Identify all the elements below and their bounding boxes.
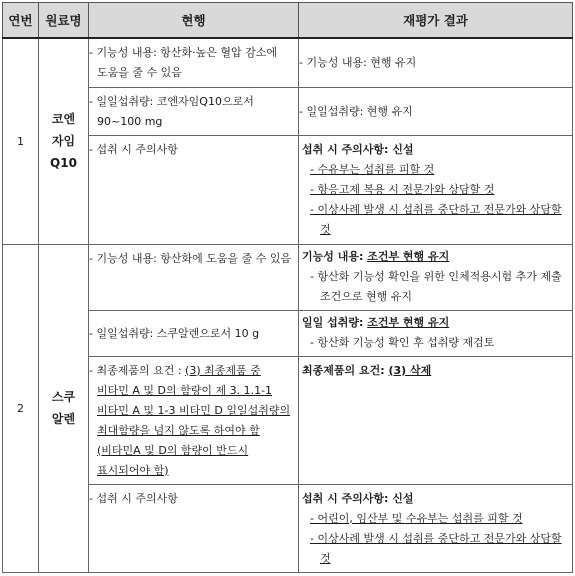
- current-text: - 섭취 시 주의사항: [89, 491, 178, 505]
- result-text: - 기능성 내용: 현행 유지: [299, 56, 417, 70]
- result-cell: [299, 484, 573, 572]
- row-number: 2: [3, 244, 39, 572]
- result-list-item: - 이상사례 발생 시 섭취를 중단하고 전문가와 상담할 것: [310, 202, 562, 236]
- reevaluation-table: [2, 2, 573, 573]
- current-cell: [89, 310, 299, 356]
- current-cell: [89, 135, 299, 244]
- current-text: - 기능성 내용: 항산화·높은 혈압 감소에 도움을 줄 수 있음: [89, 46, 278, 79]
- current-cell: [89, 484, 299, 572]
- result-label: 기능성 내용:: [302, 249, 368, 263]
- current-cell: [89, 87, 299, 135]
- current-text: - 섭취 시 주의사항: [89, 142, 178, 156]
- result-cell: [299, 87, 573, 135]
- ingredient-name-line: Q10: [50, 156, 77, 171]
- header-no: 연번: [3, 3, 39, 39]
- table-row: [3, 135, 573, 244]
- current-cell: [89, 244, 299, 310]
- result-list-item: - 항응고제 복용 시 전문가와 상담할 것: [310, 182, 495, 196]
- result-cell: [299, 244, 573, 310]
- result-cell: [299, 356, 573, 484]
- current-text: - 일일섭취량: 스쿠알렌으로서 10 g: [89, 326, 260, 340]
- table-row: [3, 310, 573, 356]
- header-row: [3, 3, 573, 39]
- result-value: 조건부 현행 유지: [367, 249, 450, 263]
- result-cell: [299, 38, 573, 87]
- header-current: 현행: [89, 3, 299, 39]
- ingredient-name-line: 스쿠: [51, 390, 76, 404]
- result-text: - 일일섭취량: 현행 유지: [299, 104, 413, 118]
- row-number: 1: [3, 38, 39, 244]
- current-cell: [89, 356, 299, 484]
- result-value: 조건부 현행 유지: [367, 315, 450, 329]
- ingredient-name: [39, 38, 89, 244]
- header-name: 원료명: [39, 3, 89, 39]
- current-cell: [89, 38, 299, 87]
- current-text: - 일일섭취량: 코엔자임Q10으로서 90~100 mg: [89, 94, 254, 128]
- ingredient-name-line: 코엔: [51, 112, 76, 127]
- ingredient-name-line: 자임: [51, 134, 76, 149]
- result-subitem: - 항산화 기능성 확인 후 섭취량 재검토: [310, 335, 495, 349]
- requirement-text: (3) 최종제품 중 비타민 A 및 D의 함량이 제 3. 1.1-1 비타민 A 및 1-3 비타민 D 일일섭취량의 최대함량을 넘지 않도록 하여야 함(비타민A 및 D의 함량이 반드시 표시되어야 함): [97, 363, 291, 477]
- result-cell: [299, 135, 573, 244]
- result-value: (3) 삭제: [388, 363, 432, 377]
- header-result: 재평가 결과: [299, 3, 573, 39]
- table-row: [3, 38, 573, 87]
- result-subitem: - 항산화 기능성 확인을 위한 인체적용시험 추가 제출 조건으로 현행 유지: [310, 269, 562, 303]
- result-cell: [299, 310, 573, 356]
- result-label: 최종제품의 요건:: [302, 363, 389, 377]
- result-label: 일일 섭취량:: [302, 315, 368, 329]
- current-text: - 기능성 내용: 항산화에 도움을 줄 수 있음: [89, 251, 292, 265]
- result-heading: 섭취 시 주의사항: 신설: [302, 142, 414, 156]
- ingredient-name-line: 알렌: [51, 412, 76, 426]
- result-list-item: - 이상사례 발생 시 섭취를 중단하고 전문가와 상담할 것: [310, 531, 562, 565]
- table-row: [3, 484, 573, 572]
- table-row: [3, 356, 573, 484]
- result-heading: 섭취 시 주의사항: 신설: [302, 491, 414, 505]
- ingredient-name: [39, 244, 89, 572]
- table-row: [3, 244, 573, 310]
- requirement-prefix: - 최종제품의 요건 :: [89, 363, 186, 377]
- result-list-item: - 어린이, 임산부 및 수유부는 섭취를 피할 것: [310, 511, 523, 525]
- table-row: [3, 87, 573, 135]
- result-list-item: - 수유부는 섭취를 피할 것: [310, 162, 435, 176]
